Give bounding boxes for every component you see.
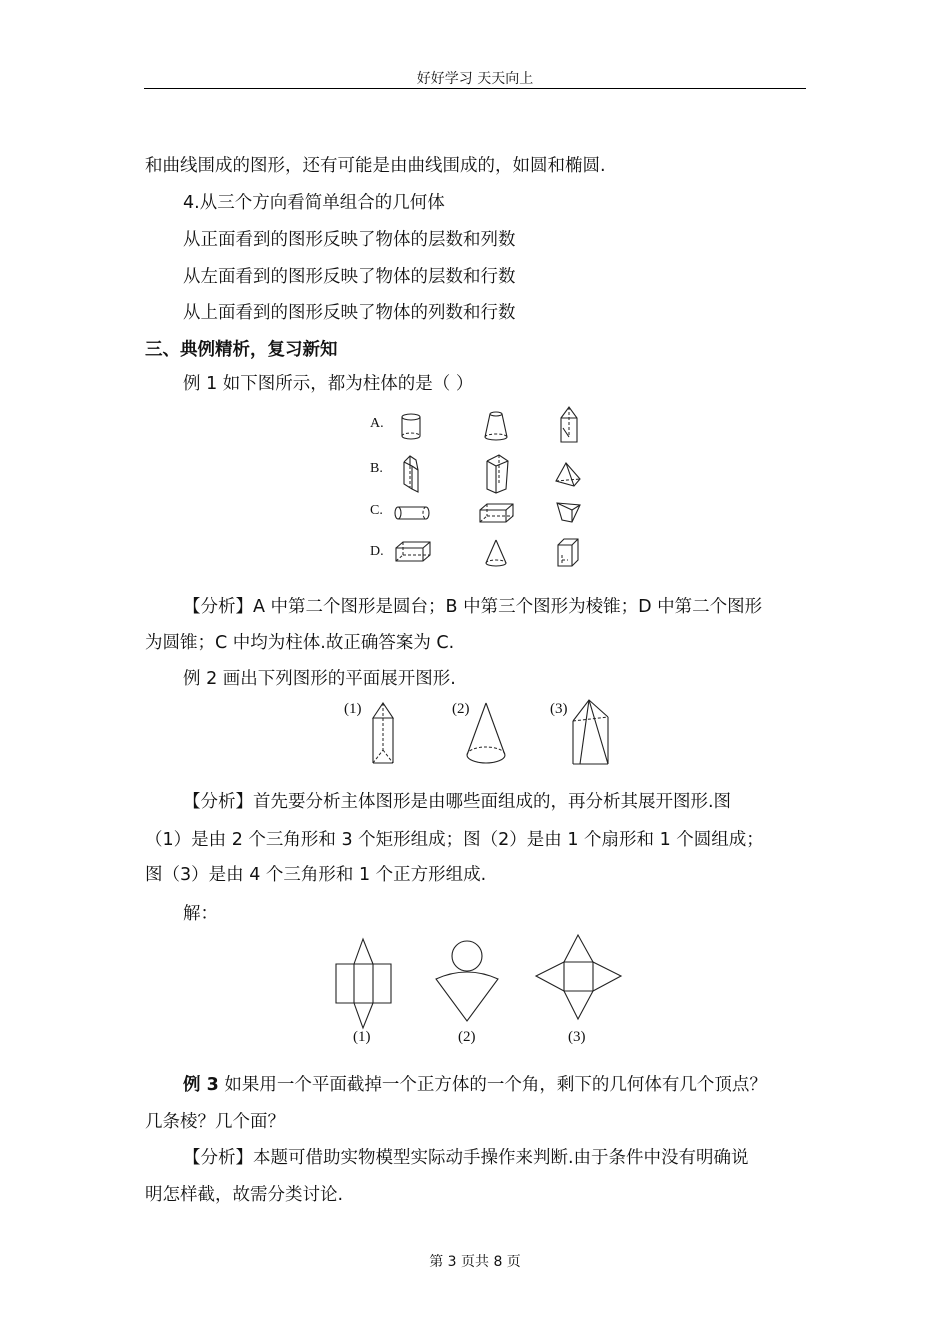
option-label-b: B. bbox=[370, 461, 383, 476]
analysis-2: 图（3）是由 4 个三角形和 1 个正方形组成. bbox=[145, 865, 487, 885]
option-label-c: C. bbox=[370, 503, 383, 518]
figure-label: (1) bbox=[344, 701, 362, 717]
page-header: 好好学习 天天向上 bbox=[416, 71, 534, 87]
section-heading: 三、典例精析，复习新知 bbox=[145, 340, 338, 360]
text-line: 4.从三个方向看简单组合的几何体 bbox=[183, 193, 445, 213]
example-1: 例 1 如下图所示，都为柱体的是（ ） bbox=[183, 374, 474, 394]
analysis-2: （1）是由 2 个三角形和 3 个矩形组成；图（2）是由 1 个扇形和 1 个圆组成； bbox=[145, 830, 764, 850]
solution-label: 解： bbox=[183, 904, 218, 924]
page-footer: 第 3 页共 8 页 bbox=[429, 1254, 521, 1270]
option-label-d: D. bbox=[370, 544, 384, 559]
text-line: 和曲线围成的图形，还有可能是由曲线围成的，如圆和椭圆. bbox=[145, 156, 606, 176]
text-line: 从正面看到的图形反映了物体的层数和列数 bbox=[183, 230, 516, 250]
prism-net bbox=[336, 939, 391, 1028]
pyramid-net bbox=[536, 935, 621, 1019]
analysis-1: 【分析】A 中第二个图形是圆台；B 中第三个图形为棱锥；D 中第二个图形 bbox=[183, 597, 763, 617]
figure-label: (3) bbox=[568, 1029, 586, 1045]
figure-label: (2) bbox=[458, 1029, 476, 1045]
cone-net bbox=[436, 941, 498, 1021]
analysis-1: 为圆锥；C 中均为柱体.故正确答案为 C. bbox=[145, 633, 455, 653]
example-3 bbox=[183, 1074, 767, 1096]
figure-label: (3) bbox=[550, 701, 568, 717]
analysis-3: 明怎样截，故需分类讨论. bbox=[145, 1185, 344, 1205]
figure-label: (2) bbox=[452, 701, 470, 717]
example-3: 几条棱？几个面？ bbox=[145, 1112, 285, 1132]
figure-label: (1) bbox=[353, 1029, 371, 1045]
text-line: 从上面看到的图形反映了物体的列数和行数 bbox=[183, 303, 516, 323]
analysis-3: 【分析】本题可借助实物模型实际动手操作来判断.由于条件中没有明确说 bbox=[183, 1148, 749, 1168]
text-line: 从左面看到的图形反映了物体的层数和行数 bbox=[183, 267, 516, 287]
example-3-label: 例 3 bbox=[183, 1075, 219, 1095]
example-3-text: 如果用一个平面截掉一个正方体的一个角，剩下的几何体有几个顶点？ bbox=[218, 1075, 767, 1095]
option-label-a: A. bbox=[370, 416, 384, 431]
analysis-2: 【分析】首先要分析主体图形是由哪些面组成的，再分析其展开图形.图 bbox=[183, 792, 732, 812]
example-2: 例 2 画出下列图形的平面展开图形. bbox=[183, 669, 456, 689]
